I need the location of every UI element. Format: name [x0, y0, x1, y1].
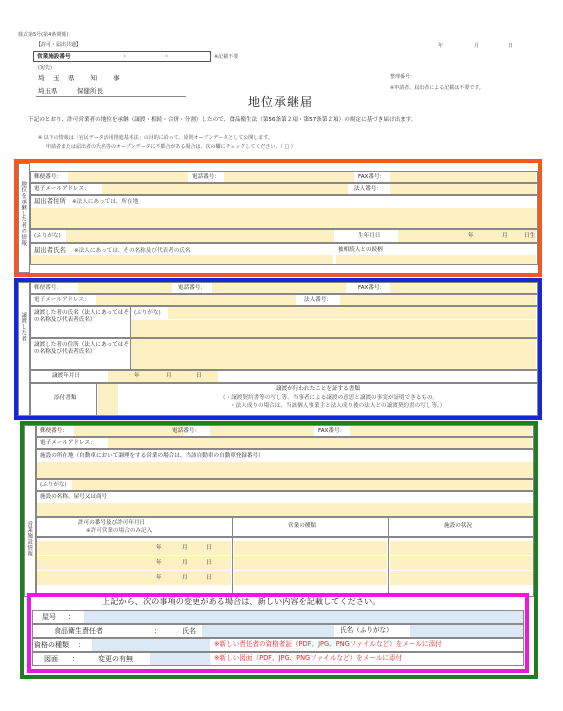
transferor-fax-input[interactable]	[390, 283, 536, 293]
permit-date-year: 年	[156, 545, 162, 551]
facility-status-input[interactable]	[390, 541, 533, 555]
permit-row-input[interactable]	[37, 541, 231, 555]
facility-postal-label: 郵便番号：	[40, 428, 68, 434]
transferor-attach-label: 添付書類	[54, 395, 77, 401]
addressee-underline	[36, 96, 186, 97]
category-label: 【許可・届出共通】	[36, 42, 82, 48]
drawing-label: 図面	[44, 655, 58, 663]
successor-fax-input[interactable]	[390, 172, 536, 182]
business-number-box	[33, 51, 211, 62]
date-day: 日	[508, 43, 514, 49]
changes-heading: 上記から、次の事項の変更がある場合は、新しい内容を記載してください。	[102, 596, 381, 606]
transferor-attach-line1: （・譲渡契約書等の写し等、当事者による譲渡の意思と譲渡の事実が証明できるもの。	[220, 395, 438, 401]
business-type-input[interactable]	[234, 541, 387, 555]
facility-name-label: 施設の名称、屋号又は商号	[40, 494, 108, 500]
not-required-note: ※記載不要	[214, 54, 239, 60]
facility-status-input[interactable]	[390, 556, 533, 570]
successor-address-label: 届出者住所	[34, 197, 66, 205]
intro-text: 下記のとおり、許可営業者の地位を承継（譲渡・相続・合併・分割）したので、食品衛生法（第56条第２項・第57条第２項）の規定に基づき届け出ます。	[28, 117, 417, 123]
successor-phone-label: 電話番号：	[192, 174, 220, 180]
facility-side-cell	[24, 425, 36, 597]
facility-address-input[interactable]	[37, 462, 533, 478]
successor-section	[18, 163, 538, 273]
successor-postal-label: 郵便番号：	[34, 174, 62, 180]
successor-address-note: ※法人にあっては、所在地	[72, 199, 139, 205]
facility-side-label: 営業施設情報	[26, 521, 33, 557]
permit-date-year: 年	[156, 560, 162, 566]
successor-email-input[interactable]	[102, 184, 348, 194]
facility-email-input[interactable]	[108, 438, 532, 448]
permit-date-day: 日	[206, 575, 212, 581]
drawing-attach-note: ※新しい図面（PDF、JPG、PNGファイルなど）をメールに添付	[214, 654, 403, 662]
qualification-attach-note: ※新しい責任者の資格者証（PDF、JPG、PNGファイルなど）をメールに添付	[214, 640, 442, 648]
facility-fax-label: FAX番号：	[318, 428, 346, 434]
transferor-side-cell	[18, 282, 30, 416]
manager-label: 食品衛生責任者	[54, 627, 103, 635]
transferor-email-label: 電子メールアドレス：	[34, 297, 90, 303]
transferor-postal-input[interactable]	[78, 283, 172, 293]
permit-header: 許可の番号及び許可年月日	[78, 520, 146, 526]
successor-relation-label: 被相続人との続柄	[338, 247, 383, 253]
transferor-date-label: 譲渡年月日	[52, 373, 80, 379]
transferor-attach-line2: ・法人成りの場合は、当該個人事業主と法人成り後の法人との譲渡契約書の写し等。）	[230, 403, 446, 409]
successor-name-note: ※法人にあっては、その名称及び代表者の氏名	[74, 248, 191, 254]
successor-birth-month: 月	[502, 233, 508, 239]
successor-email-label: 電子メールアドレス：	[34, 186, 90, 192]
permit-date-day: 日	[206, 560, 212, 566]
facility-email-label: 電子メールアドレス：	[40, 440, 96, 446]
permit-row-input[interactable]	[37, 556, 231, 570]
facility-furigana-input[interactable]	[72, 480, 532, 490]
addressee-health-center: 埼玉県 保健所長	[38, 87, 103, 95]
permit-date-year: 年	[156, 575, 162, 581]
transferor-side-label: 譲渡した者	[20, 312, 27, 342]
date-year: 年	[438, 43, 444, 49]
transferor-name-input[interactable]	[131, 320, 536, 337]
registration-number-label: 整理番号：	[390, 74, 416, 80]
successor-birth-input[interactable]	[398, 230, 536, 242]
successor-fax-label: FAX番号：	[358, 174, 386, 180]
transferor-phone-label: 電話番号：	[178, 285, 206, 291]
successor-corp-no-label: 法人番号：	[354, 186, 382, 192]
business-number-label: 営業施設番号	[37, 54, 71, 60]
successor-corp-no-input[interactable]	[390, 184, 536, 194]
document-title: 地位承継届	[248, 95, 314, 109]
facility-furigana-label: (ふりがな)	[40, 482, 67, 488]
facility-phone-label: 電話番号：	[172, 428, 200, 434]
transferor-corp-no-input[interactable]	[340, 295, 536, 305]
successor-birth-year: 年	[468, 233, 474, 239]
successor-relation-input[interactable]	[336, 255, 536, 264]
transferor-name-label: 譲渡した者の氏名（法人にあってはその名称及び代表者氏名）	[34, 310, 130, 324]
transferor-furigana-input[interactable]	[168, 307, 536, 319]
addressee-label: (宛先)	[38, 65, 52, 71]
successor-birth-label: 生年月日	[358, 233, 381, 239]
business-type-input[interactable]	[234, 571, 387, 585]
transferor-address-label: 譲渡した者の住所（法人にあってはその名称及び代表者氏名）	[34, 342, 130, 356]
date-month: 月	[474, 43, 480, 49]
transferor-date-year: 年	[134, 373, 140, 379]
trade-name-colon: ：	[68, 613, 75, 621]
qualification-colon: ：	[78, 641, 85, 649]
manager-name-label: 氏名	[182, 627, 196, 635]
changes-section	[32, 597, 524, 669]
drawing-change-label: 変更の有無	[98, 655, 133, 663]
trade-name-input[interactable]	[84, 611, 523, 623]
trade-name-label: 屋号	[42, 613, 56, 621]
transferor-section	[18, 282, 538, 416]
facility-address-label: 施設の所在地（自動車において調理をする営業の場合は、当該自動車の自動車登録番号）	[40, 453, 264, 459]
permit-date-month: 月	[182, 575, 188, 581]
business-number-sep1: ・	[122, 54, 128, 60]
successor-name-label: 届出者氏名	[34, 246, 66, 254]
manager-colon: ：	[154, 627, 161, 635]
business-type-input[interactable]	[234, 556, 387, 570]
drawing-colon: ：	[72, 655, 79, 663]
business-number-sep2: ・	[164, 54, 170, 60]
permit-date-day: 日	[206, 545, 212, 551]
addressee-governor: 埼 玉 県 知 事	[38, 74, 121, 82]
manager-name-kana-label: 氏名（ふりがな）	[340, 626, 393, 634]
successor-side-label: 地位を承継した者の情報	[20, 181, 27, 246]
transferor-email-input[interactable]	[96, 295, 296, 305]
transferor-attach-divider	[96, 383, 97, 416]
transferor-fax-label: FAX番号：	[358, 285, 386, 291]
drawing-change-input[interactable]	[150, 653, 210, 665]
transferor-phone-input[interactable]	[212, 283, 346, 293]
open-data-note: ※ 以下の情報は「官民データ活用推進基本法」の目的に沿って、原則オープンデータとして公開します。	[38, 135, 273, 141]
successor-birth-day: 日生	[524, 233, 536, 239]
registration-number-note: ※申請者、届出者による記載は不要です。	[390, 85, 484, 91]
open-data-opt-out-note: 申請者または届出者の氏名等のオープンデータに不都合がある場合は、次の欄にチェックしてください。（ □ ）	[46, 144, 296, 150]
form-number: 様式第5号(第4条関係)	[18, 32, 69, 38]
permit-date-month: 月	[182, 560, 188, 566]
manager-name-kana-input[interactable]	[410, 625, 523, 637]
permit-header-note: ※許可営業の場合のみ記入	[86, 528, 153, 534]
transferor-address-input[interactable]	[131, 339, 536, 369]
successor-phone-input[interactable]	[224, 172, 354, 182]
transferor-attach-checkbox[interactable]	[98, 384, 118, 415]
status-header: 施設の状況	[444, 523, 472, 529]
facility-postal-input[interactable]	[74, 426, 184, 436]
transferor-date-day: 日	[196, 373, 202, 379]
transferor-postal-label: 郵便番号：	[34, 285, 62, 291]
transferor-corp-no-label: 法人番号：	[304, 297, 332, 303]
type-header: 営業の種類	[288, 523, 316, 529]
manager-name-input[interactable]	[202, 625, 334, 637]
qualification-label: 資格の種類	[34, 641, 69, 649]
successor-name-input[interactable]	[31, 255, 333, 264]
facility-fax-input[interactable]	[350, 426, 532, 436]
qualification-input[interactable]	[92, 639, 210, 651]
transferor-furigana-label: (ふりがな)	[134, 310, 161, 316]
facility-phone-input[interactable]	[210, 426, 314, 436]
transferor-row-date	[30, 370, 538, 383]
successor-furigana-label: (ふりがな)	[34, 233, 61, 239]
transferor-date-month: 月	[166, 373, 172, 379]
facility-status-input[interactable]	[390, 571, 533, 585]
permit-date-month: 月	[182, 545, 188, 551]
facility-name-input[interactable]	[37, 503, 533, 516]
permit-row-input[interactable]	[37, 571, 231, 585]
successor-furigana-input[interactable]	[66, 230, 334, 242]
successor-address-input[interactable]	[31, 208, 537, 228]
transferor-attach-title: 譲渡が行われたことを証する書類	[276, 386, 360, 392]
successor-postal-input[interactable]	[68, 172, 188, 182]
